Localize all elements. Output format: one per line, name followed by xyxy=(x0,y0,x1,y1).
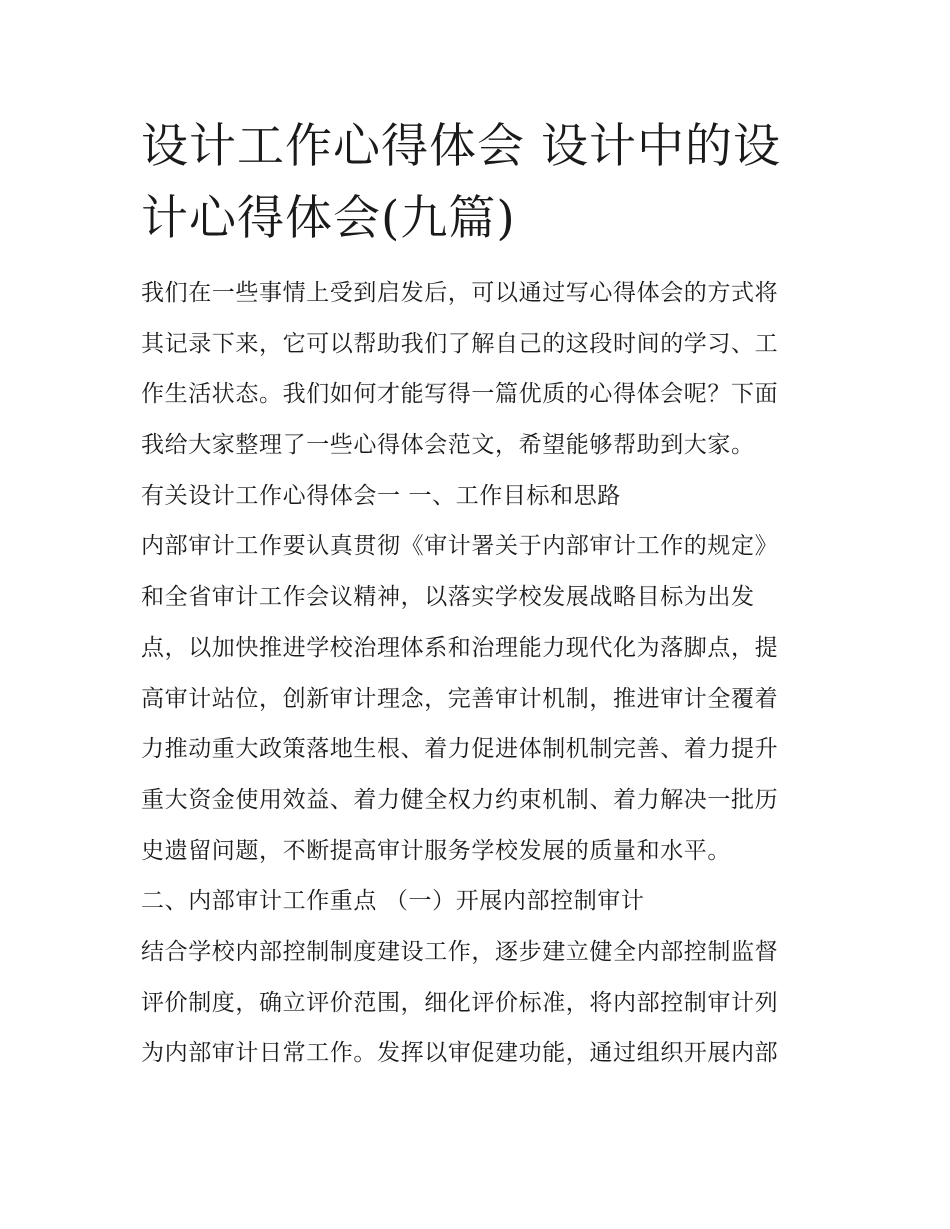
body-line: 我们在一些事情上受到启发后，可以通过写心得体会的方式将 xyxy=(141,280,779,306)
body-line: 史遗留问题，不断提高审计服务学校发展的质量和水平。 xyxy=(141,837,731,864)
section-heading-line: 二、内部审计工作重点 （一）开展内部控制审计 xyxy=(141,888,645,915)
document-title-line-1: 设计工作心得体会 设计中的设 xyxy=(141,119,781,174)
body-line: 点，以加快推进学校治理体系和治理能力现代化为落脚点，提 xyxy=(141,634,779,661)
body-line: 结合学校内部控制制度建设工作，逐步建立健全内部控制监督 xyxy=(141,938,779,965)
body-line: 我给大家整理了一些心得体会范文，希望能够帮助到大家。 xyxy=(141,432,755,459)
body-line: 高审计站位，创新审计理念，完善审计机制，推进审计全覆着 xyxy=(141,685,779,712)
body-line: 重大资金使用效益、着力健全权力约束机制、着力解决一批历 xyxy=(141,786,779,813)
body-line: 作生活状态。我们如何才能写得一篇优质的心得体会呢？下面 xyxy=(141,381,779,408)
body-line: 力推动重大政策落地生根、着力促进体制机制完善、着力提升 xyxy=(141,736,779,763)
body-line: 其记录下来，它可以帮助我们了解自己的这段时间的学习、工 xyxy=(141,330,779,357)
body-line: 评价制度，确立评价范围，细化评价标准，将内部控制审计列 xyxy=(141,989,779,1016)
body-line: 内部审计工作要认真贯彻《审计署关于内部审计工作的规定》 xyxy=(141,533,779,560)
section-heading-line: 有关设计工作心得体会一 一、工作目标和思路 xyxy=(141,482,621,509)
body-line: 为内部审计日常工作。发挥以审促建功能，通过组织开展内部 xyxy=(141,1040,779,1067)
document-content xyxy=(141,116,813,1079)
document-body xyxy=(141,268,813,1079)
document-title-line-2: 计心得体会(九篇) xyxy=(141,191,516,246)
body-line: 和全省审计工作会议精神，以落实学校发展战略目标为出发 xyxy=(141,584,755,611)
